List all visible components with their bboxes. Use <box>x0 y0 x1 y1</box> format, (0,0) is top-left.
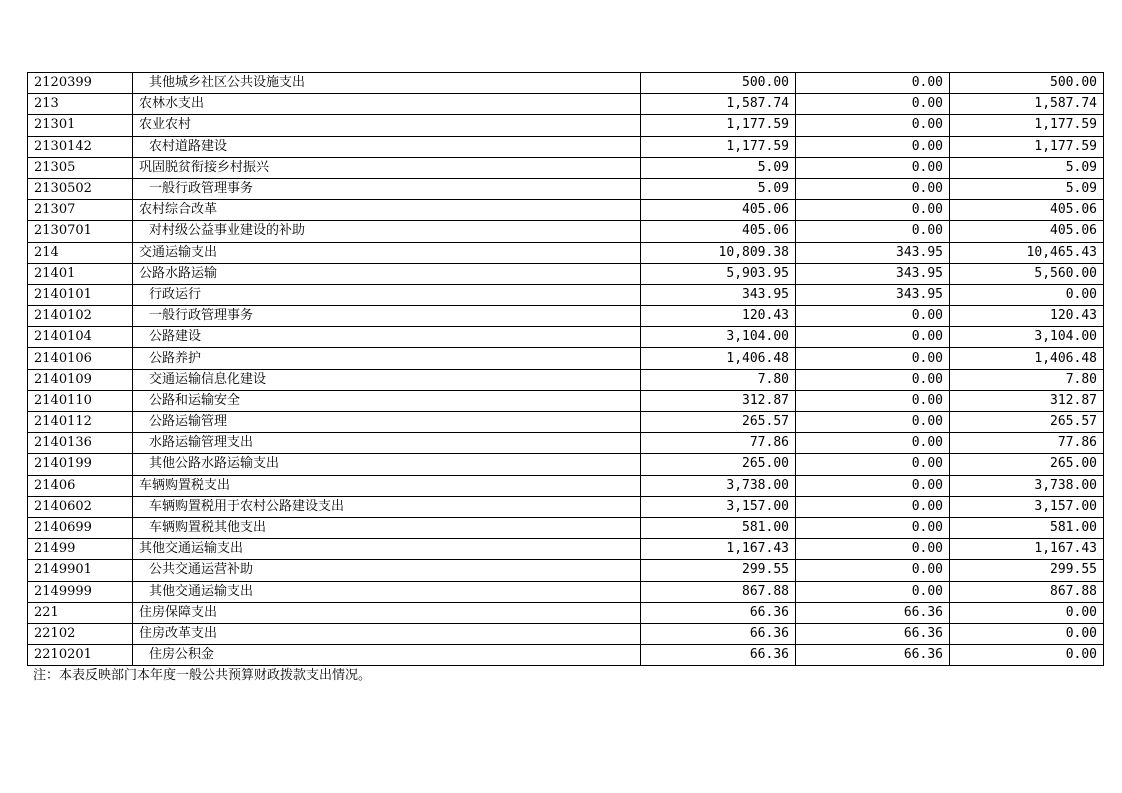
cell-basic: 0.00 <box>796 369 950 390</box>
table-row <box>28 200 1104 221</box>
table-row <box>28 390 1104 411</box>
cell-basic: 343.95 <box>796 284 950 305</box>
cell-code: 213 <box>28 94 133 115</box>
cell-total: 3,738.00 <box>641 475 796 496</box>
cell-code: 2130502 <box>28 178 133 199</box>
table-note: 注：本表反映部门本年度一般公共预算财政拨款支出情况。 <box>33 668 372 683</box>
cell-total: 66.36 <box>641 602 796 623</box>
cell-basic: 0.00 <box>796 433 950 454</box>
cell-name: 车辆购置税支出 <box>133 475 641 496</box>
cell-total: 120.43 <box>641 306 796 327</box>
cell-code: 2140112 <box>28 412 133 433</box>
cell-basic: 0.00 <box>796 412 950 433</box>
cell-project: 1,177.59 <box>950 136 1104 157</box>
cell-total: 5.09 <box>641 178 796 199</box>
cell-project: 5,560.00 <box>950 263 1104 284</box>
table-row <box>28 412 1104 433</box>
cell-code: 2210201 <box>28 645 133 666</box>
cell-basic: 0.00 <box>796 390 950 411</box>
cell-name: 一般行政管理事务 <box>133 306 641 327</box>
table-row <box>28 327 1104 348</box>
cell-total: 7.80 <box>641 369 796 390</box>
cell-project: 5.09 <box>950 178 1104 199</box>
cell-project: 7.80 <box>950 369 1104 390</box>
cell-basic: 343.95 <box>796 242 950 263</box>
cell-name: 公路养护 <box>133 348 641 369</box>
cell-basic: 0.00 <box>796 496 950 517</box>
cell-basic: 0.00 <box>796 73 950 94</box>
cell-code: 2140199 <box>28 454 133 475</box>
table-row <box>28 623 1104 644</box>
cell-code: 2140102 <box>28 306 133 327</box>
table-row <box>28 560 1104 581</box>
cell-name: 其他公路水路运输支出 <box>133 454 641 475</box>
table-row <box>28 475 1104 496</box>
cell-name: 其他交通运输支出 <box>133 581 641 602</box>
cell-code: 2140136 <box>28 433 133 454</box>
cell-name: 公共交通运营补助 <box>133 560 641 581</box>
cell-basic: 66.36 <box>796 645 950 666</box>
table-row <box>28 433 1104 454</box>
table-row <box>28 221 1104 242</box>
cell-project: 1,177.59 <box>950 115 1104 136</box>
cell-name: 对村级公益事业建设的补助 <box>133 221 641 242</box>
cell-project: 0.00 <box>950 623 1104 644</box>
cell-name: 其他城乡社区公共设施支出 <box>133 73 641 94</box>
budget-table <box>27 72 1104 666</box>
cell-basic: 0.00 <box>796 539 950 560</box>
cell-basic: 0.00 <box>796 221 950 242</box>
cell-total: 500.00 <box>641 73 796 94</box>
cell-code: 21301 <box>28 115 133 136</box>
table-row <box>28 263 1104 284</box>
cell-name: 公路运输管理 <box>133 412 641 433</box>
cell-code: 2140106 <box>28 348 133 369</box>
cell-total: 1,177.59 <box>641 115 796 136</box>
cell-basic: 0.00 <box>796 115 950 136</box>
cell-name: 公路水路运输 <box>133 263 641 284</box>
cell-name: 公路和运输安全 <box>133 390 641 411</box>
cell-name: 住房保障支出 <box>133 602 641 623</box>
cell-code: 2120399 <box>28 73 133 94</box>
table-row <box>28 496 1104 517</box>
cell-total: 3,157.00 <box>641 496 796 517</box>
cell-name: 住房改革支出 <box>133 623 641 644</box>
table-row <box>28 284 1104 305</box>
cell-total: 405.06 <box>641 200 796 221</box>
cell-total: 10,809.38 <box>641 242 796 263</box>
cell-code: 2140110 <box>28 390 133 411</box>
cell-total: 265.00 <box>641 454 796 475</box>
cell-project: 312.87 <box>950 390 1104 411</box>
cell-code: 2130701 <box>28 221 133 242</box>
table-row <box>28 242 1104 263</box>
cell-project: 0.00 <box>950 602 1104 623</box>
cell-total: 5,903.95 <box>641 263 796 284</box>
table-row <box>28 178 1104 199</box>
cell-basic: 0.00 <box>796 348 950 369</box>
cell-name: 其他交通运输支出 <box>133 539 641 560</box>
cell-code: 2140101 <box>28 284 133 305</box>
cell-total: 867.88 <box>641 581 796 602</box>
cell-name: 车辆购置税其他支出 <box>133 517 641 538</box>
cell-total: 77.86 <box>641 433 796 454</box>
cell-project: 0.00 <box>950 645 1104 666</box>
cell-project: 299.55 <box>950 560 1104 581</box>
table-row <box>28 539 1104 560</box>
cell-basic: 0.00 <box>796 454 950 475</box>
cell-total: 5.09 <box>641 157 796 178</box>
cell-basic: 0.00 <box>796 157 950 178</box>
cell-basic: 0.00 <box>796 475 950 496</box>
table-row <box>28 581 1104 602</box>
table-row <box>28 454 1104 475</box>
cell-code: 2140109 <box>28 369 133 390</box>
cell-total: 66.36 <box>641 645 796 666</box>
cell-project: 500.00 <box>950 73 1104 94</box>
cell-code: 21406 <box>28 475 133 496</box>
cell-project: 0.00 <box>950 284 1104 305</box>
cell-basic: 0.00 <box>796 560 950 581</box>
table-row <box>28 645 1104 666</box>
cell-total: 1,177.59 <box>641 136 796 157</box>
cell-total: 1,406.48 <box>641 348 796 369</box>
cell-name: 农业农村 <box>133 115 641 136</box>
budget-table-body <box>28 73 1104 666</box>
cell-basic: 0.00 <box>796 581 950 602</box>
cell-basic: 0.00 <box>796 306 950 327</box>
table-row <box>28 73 1104 94</box>
cell-code: 2149901 <box>28 560 133 581</box>
cell-basic: 0.00 <box>796 178 950 199</box>
cell-name: 交通运输信息化建设 <box>133 369 641 390</box>
cell-project: 77.86 <box>950 433 1104 454</box>
cell-project: 581.00 <box>950 517 1104 538</box>
cell-project: 867.88 <box>950 581 1104 602</box>
cell-project: 1,167.43 <box>950 539 1104 560</box>
cell-project: 3,104.00 <box>950 327 1104 348</box>
cell-code: 2149999 <box>28 581 133 602</box>
cell-name: 交通运输支出 <box>133 242 641 263</box>
cell-basic: 0.00 <box>796 200 950 221</box>
cell-name: 农村综合改革 <box>133 200 641 221</box>
cell-code: 2130142 <box>28 136 133 157</box>
cell-project: 265.00 <box>950 454 1104 475</box>
cell-code: 21401 <box>28 263 133 284</box>
cell-total: 343.95 <box>641 284 796 305</box>
cell-basic: 0.00 <box>796 517 950 538</box>
table-row <box>28 94 1104 115</box>
cell-code: 21307 <box>28 200 133 221</box>
cell-project: 405.06 <box>950 221 1104 242</box>
table-row <box>28 306 1104 327</box>
cell-project: 1,406.48 <box>950 348 1104 369</box>
cell-project: 405.06 <box>950 200 1104 221</box>
cell-name: 住房公积金 <box>133 645 641 666</box>
cell-name: 一般行政管理事务 <box>133 178 641 199</box>
cell-total: 581.00 <box>641 517 796 538</box>
cell-name: 巩固脱贫衔接乡村振兴 <box>133 157 641 178</box>
cell-code: 2140104 <box>28 327 133 348</box>
cell-total: 312.87 <box>641 390 796 411</box>
table-row <box>28 602 1104 623</box>
cell-code: 2140602 <box>28 496 133 517</box>
cell-code: 214 <box>28 242 133 263</box>
cell-total: 66.36 <box>641 623 796 644</box>
cell-name: 农村道路建设 <box>133 136 641 157</box>
cell-name: 公路建设 <box>133 327 641 348</box>
cell-name: 车辆购置税用于农村公路建设支出 <box>133 496 641 517</box>
cell-code: 221 <box>28 602 133 623</box>
table-row <box>28 136 1104 157</box>
cell-project: 5.09 <box>950 157 1104 178</box>
cell-code: 2140699 <box>28 517 133 538</box>
table-row <box>28 517 1104 538</box>
cell-basic: 343.95 <box>796 263 950 284</box>
cell-code: 21305 <box>28 157 133 178</box>
cell-project: 265.57 <box>950 412 1104 433</box>
cell-total: 265.57 <box>641 412 796 433</box>
cell-total: 405.06 <box>641 221 796 242</box>
cell-total: 299.55 <box>641 560 796 581</box>
cell-total: 1,587.74 <box>641 94 796 115</box>
cell-project: 3,157.00 <box>950 496 1104 517</box>
cell-basic: 66.36 <box>796 602 950 623</box>
cell-basic: 0.00 <box>796 136 950 157</box>
table-row <box>28 348 1104 369</box>
cell-project: 120.43 <box>950 306 1104 327</box>
table-row <box>28 157 1104 178</box>
cell-code: 22102 <box>28 623 133 644</box>
cell-basic: 0.00 <box>796 327 950 348</box>
table-row <box>28 115 1104 136</box>
cell-project: 3,738.00 <box>950 475 1104 496</box>
cell-total: 1,167.43 <box>641 539 796 560</box>
cell-total: 3,104.00 <box>641 327 796 348</box>
cell-code: 21499 <box>28 539 133 560</box>
cell-project: 10,465.43 <box>950 242 1104 263</box>
cell-basic: 66.36 <box>796 623 950 644</box>
table-row <box>28 369 1104 390</box>
cell-name: 行政运行 <box>133 284 641 305</box>
cell-basic: 0.00 <box>796 94 950 115</box>
cell-project: 1,587.74 <box>950 94 1104 115</box>
cell-name: 农林水支出 <box>133 94 641 115</box>
cell-name: 水路运输管理支出 <box>133 433 641 454</box>
